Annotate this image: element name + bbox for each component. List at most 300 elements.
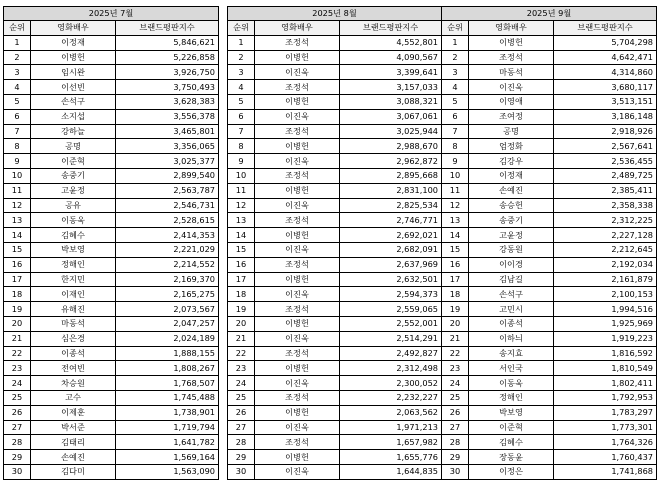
- rank-cell: 1: [4, 35, 31, 50]
- rank-cell: 19: [442, 302, 469, 317]
- table-row: [4, 124, 219, 139]
- index-cell: 2,563,787: [116, 183, 219, 198]
- name-cell: 이병헌: [255, 450, 340, 465]
- index-cell: 1,745,488: [116, 390, 219, 405]
- index-cell: 2,746,771: [340, 213, 442, 228]
- name-cell: 이병헌: [255, 50, 340, 65]
- index-cell: 2,024,189: [116, 331, 219, 346]
- table-row: [228, 80, 442, 95]
- name-header: 영화배우: [255, 21, 340, 36]
- name-cell: 박서준: [31, 420, 116, 435]
- name-cell: 이정재: [469, 168, 554, 183]
- table-row: [442, 50, 657, 65]
- rank-cell: 30: [442, 464, 469, 479]
- index-cell: 3,680,117: [554, 80, 657, 95]
- name-cell: 이병헌: [31, 50, 116, 65]
- table-row: [228, 50, 442, 65]
- name-cell: 심은경: [31, 331, 116, 346]
- table-row: [442, 287, 657, 302]
- index-cell: 2,831,100: [340, 183, 442, 198]
- index-cell: 2,552,001: [340, 316, 442, 331]
- index-cell: 2,528,615: [116, 213, 219, 228]
- rank-cell: 4: [442, 80, 469, 95]
- name-cell: 정해인: [31, 257, 116, 272]
- index-cell: 2,300,052: [340, 376, 442, 391]
- rank-cell: 24: [228, 376, 255, 391]
- rank-cell: 5: [442, 94, 469, 109]
- index-cell: 2,692,021: [340, 228, 442, 243]
- table-row: [228, 464, 442, 479]
- index-cell: 2,682,091: [340, 242, 442, 257]
- rank-cell: 22: [228, 346, 255, 361]
- name-cell: 마동석: [31, 316, 116, 331]
- name-cell: 송중기: [31, 168, 116, 183]
- rank-cell: 7: [442, 124, 469, 139]
- index-cell: 2,192,034: [554, 257, 657, 272]
- index-cell: 5,226,858: [116, 50, 219, 65]
- rank-cell: 27: [442, 420, 469, 435]
- name-cell: 고윤정: [469, 228, 554, 243]
- index-cell: 2,632,501: [340, 272, 442, 287]
- name-cell: 이재인: [31, 287, 116, 302]
- rank-cell: 13: [4, 213, 31, 228]
- index-cell: 3,926,750: [116, 65, 219, 80]
- table-row: [442, 450, 657, 465]
- rank-cell: 8: [4, 139, 31, 154]
- table-row: [228, 198, 442, 213]
- name-header: 영화배우: [469, 21, 554, 36]
- rank-cell: 8: [442, 139, 469, 154]
- name-cell: 정해인: [469, 390, 554, 405]
- name-cell: 이병헌: [255, 183, 340, 198]
- index-cell: 3,186,148: [554, 109, 657, 124]
- name-cell: 이진욱: [255, 376, 340, 391]
- table-row: [4, 109, 219, 124]
- index-cell: 2,047,257: [116, 316, 219, 331]
- index-cell: 2,312,498: [340, 361, 442, 376]
- name-cell: 손예진: [469, 183, 554, 198]
- rank-cell: 17: [4, 272, 31, 287]
- rank-cell: 29: [442, 450, 469, 465]
- rank-cell: 26: [442, 405, 469, 420]
- table-row: [4, 302, 219, 317]
- table-row: [442, 435, 657, 450]
- table-row: [228, 361, 442, 376]
- name-cell: 이진욱: [255, 154, 340, 169]
- name-cell: 이진욱: [255, 65, 340, 80]
- index-cell: 2,063,562: [340, 405, 442, 420]
- rank-cell: 9: [228, 154, 255, 169]
- index-cell: 1,644,835: [340, 464, 442, 479]
- table-row: [228, 124, 442, 139]
- table-row: [4, 257, 219, 272]
- name-cell: 김혜수: [469, 435, 554, 450]
- index-cell: 2,221,029: [116, 242, 219, 257]
- index-cell: 1,741,868: [554, 464, 657, 479]
- rank-cell: 1: [228, 35, 255, 50]
- table-row: [4, 168, 219, 183]
- name-cell: 김혜수: [31, 228, 116, 243]
- table-row: [4, 50, 219, 65]
- name-cell: 이정은: [469, 464, 554, 479]
- table-row: [4, 405, 219, 420]
- table-panel-august: [227, 6, 442, 480]
- name-cell: 조정석: [469, 50, 554, 65]
- name-cell: 조정석: [255, 390, 340, 405]
- index-cell: 2,358,338: [554, 198, 657, 213]
- index-cell: 1,773,301: [554, 420, 657, 435]
- index-cell: 1,792,953: [554, 390, 657, 405]
- index-cell: 3,088,321: [340, 94, 442, 109]
- table-row: [4, 331, 219, 346]
- index-cell: 1,925,969: [554, 316, 657, 331]
- table-row: [4, 346, 219, 361]
- table-row: [228, 35, 442, 50]
- table-row: [4, 287, 219, 302]
- table-row: [442, 168, 657, 183]
- rank-cell: 15: [442, 242, 469, 257]
- table-row: [442, 302, 657, 317]
- table-row: [228, 154, 442, 169]
- table-row: [228, 228, 442, 243]
- name-cell: 이진욱: [255, 287, 340, 302]
- rank-cell: 10: [4, 168, 31, 183]
- table-row: [4, 420, 219, 435]
- rank-cell: 6: [442, 109, 469, 124]
- rank-cell: 18: [228, 287, 255, 302]
- name-cell: 손석구: [469, 287, 554, 302]
- rank-cell: 24: [442, 376, 469, 391]
- table-row: [4, 450, 219, 465]
- rank-cell: 18: [4, 287, 31, 302]
- name-cell: 이병헌: [255, 139, 340, 154]
- table-row: [442, 257, 657, 272]
- index-cell: 3,067,061: [340, 109, 442, 124]
- rank-cell: 20: [442, 316, 469, 331]
- rank-cell: 11: [228, 183, 255, 198]
- rank-cell: 4: [4, 80, 31, 95]
- rank-cell: 27: [228, 420, 255, 435]
- index-cell: 3,025,944: [340, 124, 442, 139]
- table-row: [442, 390, 657, 405]
- table-row: [228, 94, 442, 109]
- index-cell: 1,764,326: [554, 435, 657, 450]
- table-row: [442, 183, 657, 198]
- name-cell: 서인국: [469, 361, 554, 376]
- index-cell: 2,232,227: [340, 390, 442, 405]
- index-cell: 3,025,377: [116, 154, 219, 169]
- index-cell: 1,738,901: [116, 405, 219, 420]
- table-row: [442, 346, 657, 361]
- rank-cell: 12: [228, 198, 255, 213]
- rank-cell: 2: [442, 50, 469, 65]
- index-cell: 1,888,155: [116, 346, 219, 361]
- table-row: [4, 80, 219, 95]
- index-cell: 5,846,621: [116, 35, 219, 50]
- name-cell: 송중기: [469, 213, 554, 228]
- name-cell: 공명: [31, 139, 116, 154]
- table-row: [442, 80, 657, 95]
- table-row: [442, 35, 657, 50]
- index-cell: 1,808,267: [116, 361, 219, 376]
- table-row: [4, 272, 219, 287]
- rank-cell: 23: [4, 361, 31, 376]
- rank-cell: 21: [4, 331, 31, 346]
- index-cell: 2,312,225: [554, 213, 657, 228]
- name-cell: 이선빈: [31, 80, 116, 95]
- rank-cell: 26: [4, 405, 31, 420]
- rank-cell: 22: [4, 346, 31, 361]
- table-row: [228, 139, 442, 154]
- rank-cell: 13: [442, 213, 469, 228]
- table-row: [4, 183, 219, 198]
- index-cell: 2,100,153: [554, 287, 657, 302]
- table-row: [228, 272, 442, 287]
- index-cell: 5,704,298: [554, 35, 657, 50]
- index-cell: 1,783,297: [554, 405, 657, 420]
- index-cell: 3,157,033: [340, 80, 442, 95]
- table-row: [442, 198, 657, 213]
- index-cell: 2,073,567: [116, 302, 219, 317]
- month-title: 2025년 7월: [4, 7, 219, 21]
- index-cell: 2,514,291: [340, 331, 442, 346]
- table-row: [4, 361, 219, 376]
- index-cell: 4,314,860: [554, 65, 657, 80]
- index-cell: 2,637,969: [340, 257, 442, 272]
- index-cell: 1,569,164: [116, 450, 219, 465]
- name-cell: 전여빈: [31, 361, 116, 376]
- index-cell: 1,563,090: [116, 464, 219, 479]
- name-cell: 이종석: [469, 316, 554, 331]
- name-cell: 이진욱: [255, 331, 340, 346]
- index-cell: 1,768,507: [116, 376, 219, 391]
- table-row: [228, 420, 442, 435]
- rank-cell: 15: [4, 242, 31, 257]
- table-row: [4, 213, 219, 228]
- table-row: [4, 65, 219, 80]
- name-cell: 손석구: [31, 94, 116, 109]
- month-title: 2025년 9월: [442, 7, 657, 21]
- rank-cell: 30: [228, 464, 255, 479]
- table-row: [442, 65, 657, 80]
- index-cell: 2,227,128: [554, 228, 657, 243]
- table-row: [228, 302, 442, 317]
- index-cell: 1,760,437: [554, 450, 657, 465]
- name-cell: 김태리: [31, 435, 116, 450]
- rank-cell: 12: [4, 198, 31, 213]
- rank-cell: 14: [442, 228, 469, 243]
- rank-cell: 23: [228, 361, 255, 376]
- name-cell: 이진욱: [255, 242, 340, 257]
- index-cell: 1,971,213: [340, 420, 442, 435]
- rank-cell: 5: [228, 94, 255, 109]
- table-row: [228, 213, 442, 228]
- name-cell: 한지민: [31, 272, 116, 287]
- ranking-table: [227, 6, 442, 480]
- index-cell: 1,641,782: [116, 435, 219, 450]
- name-cell: 조정석: [255, 257, 340, 272]
- name-cell: 고민시: [469, 302, 554, 317]
- rank-cell: 2: [228, 50, 255, 65]
- name-cell: 임시완: [31, 65, 116, 80]
- name-cell: 이진욱: [255, 109, 340, 124]
- index-cell: 1,657,982: [340, 435, 442, 450]
- name-cell: 박보영: [31, 242, 116, 257]
- name-cell: 이진욱: [255, 420, 340, 435]
- index-cell: 2,962,872: [340, 154, 442, 169]
- rank-cell: 7: [4, 124, 31, 139]
- rank-cell: 23: [442, 361, 469, 376]
- table-row: [4, 94, 219, 109]
- rank-cell: 5: [4, 94, 31, 109]
- table-row: [228, 257, 442, 272]
- table-row: [4, 35, 219, 50]
- table-row: [4, 376, 219, 391]
- index-cell: 2,918,926: [554, 124, 657, 139]
- table-row: [228, 376, 442, 391]
- rank-cell: 11: [442, 183, 469, 198]
- name-cell: 이병헌: [469, 35, 554, 50]
- name-cell: 이병헌: [255, 361, 340, 376]
- rank-cell: 1: [442, 35, 469, 50]
- name-cell: 이준혁: [31, 154, 116, 169]
- name-cell: 조정석: [255, 80, 340, 95]
- index-cell: 2,414,353: [116, 228, 219, 243]
- rank-cell: 16: [4, 257, 31, 272]
- table-row: [228, 450, 442, 465]
- name-cell: 이병헌: [255, 228, 340, 243]
- name-cell: 강하늘: [31, 124, 116, 139]
- name-cell: 조정석: [255, 213, 340, 228]
- name-cell: 이진욱: [255, 198, 340, 213]
- name-cell: 이종석: [31, 346, 116, 361]
- index-cell: 1,802,411: [554, 376, 657, 391]
- rank-cell: 9: [4, 154, 31, 169]
- index-cell: 2,492,827: [340, 346, 442, 361]
- rank-cell: 10: [228, 168, 255, 183]
- name-cell: 손예진: [31, 450, 116, 465]
- table-row: [228, 242, 442, 257]
- index-cell: 2,559,065: [340, 302, 442, 317]
- index-cell: 3,465,801: [116, 124, 219, 139]
- name-cell: 공유: [31, 198, 116, 213]
- index-cell: 3,750,493: [116, 80, 219, 95]
- name-cell: 이병헌: [255, 94, 340, 109]
- rank-cell: 24: [4, 376, 31, 391]
- name-cell: 조정석: [255, 35, 340, 50]
- table-row: [442, 405, 657, 420]
- rank-cell: 3: [228, 65, 255, 80]
- index-cell: 4,552,801: [340, 35, 442, 50]
- rank-cell: 27: [4, 420, 31, 435]
- name-cell: 이병헌: [255, 316, 340, 331]
- table-row: [228, 331, 442, 346]
- name-cell: 이하늬: [469, 331, 554, 346]
- table-row: [228, 168, 442, 183]
- rank-cell: 25: [442, 390, 469, 405]
- name-cell: 이영애: [469, 94, 554, 109]
- rank-cell: 20: [4, 316, 31, 331]
- rank-cell: 18: [442, 287, 469, 302]
- table-row: [442, 361, 657, 376]
- rank-cell: 6: [4, 109, 31, 124]
- rank-cell: 3: [4, 65, 31, 80]
- index-cell: 2,546,731: [116, 198, 219, 213]
- index-header: 브랜드평판지수: [116, 21, 219, 36]
- table-row: [442, 331, 657, 346]
- rank-cell: 30: [4, 464, 31, 479]
- index-cell: 2,567,641: [554, 139, 657, 154]
- ranking-table: [441, 6, 657, 480]
- rank-cell: 3: [442, 65, 469, 80]
- rank-cell: 16: [228, 257, 255, 272]
- name-cell: 이진욱: [469, 80, 554, 95]
- table-row: [4, 139, 219, 154]
- index-cell: 1,719,794: [116, 420, 219, 435]
- rank-header: 순위: [4, 21, 31, 36]
- rank-cell: 29: [228, 450, 255, 465]
- table-row: [4, 464, 219, 479]
- rank-cell: 12: [442, 198, 469, 213]
- table-row: [4, 390, 219, 405]
- rank-cell: 19: [4, 302, 31, 317]
- table-panel-july: [3, 6, 219, 480]
- table-row: [228, 346, 442, 361]
- index-cell: 2,214,552: [116, 257, 219, 272]
- index-cell: 3,399,641: [340, 65, 442, 80]
- table-row: [442, 154, 657, 169]
- table-row: [228, 183, 442, 198]
- name-cell: 송지효: [469, 346, 554, 361]
- name-cell: 이제훈: [31, 405, 116, 420]
- name-cell: 조정석: [255, 302, 340, 317]
- rank-cell: 6: [228, 109, 255, 124]
- name-cell: 고윤정: [31, 183, 116, 198]
- table-row: [442, 139, 657, 154]
- table-row: [4, 316, 219, 331]
- table-row: [228, 65, 442, 80]
- name-cell: 고수: [31, 390, 116, 405]
- index-cell: 3,513,151: [554, 94, 657, 109]
- table-row: [442, 124, 657, 139]
- index-cell: 3,556,378: [116, 109, 219, 124]
- table-row: [442, 272, 657, 287]
- rank-cell: 20: [228, 316, 255, 331]
- name-cell: 이준혁: [469, 420, 554, 435]
- name-cell: 조정석: [255, 168, 340, 183]
- name-cell: 조정석: [255, 124, 340, 139]
- rank-cell: 13: [228, 213, 255, 228]
- index-cell: 1,816,592: [554, 346, 657, 361]
- rank-header: 순위: [228, 21, 255, 36]
- name-cell: 조정석: [255, 435, 340, 450]
- rank-cell: 28: [228, 435, 255, 450]
- index-cell: 2,899,540: [116, 168, 219, 183]
- table-row: [4, 435, 219, 450]
- rank-cell: 11: [4, 183, 31, 198]
- rank-cell: 2: [4, 50, 31, 65]
- index-header: 브랜드평판지수: [340, 21, 442, 36]
- index-cell: 1,919,223: [554, 331, 657, 346]
- rank-cell: 21: [442, 331, 469, 346]
- table-row: [228, 405, 442, 420]
- table-row: [442, 376, 657, 391]
- index-cell: 1,994,516: [554, 302, 657, 317]
- index-cell: 2,988,670: [340, 139, 442, 154]
- index-cell: 1,655,776: [340, 450, 442, 465]
- rank-cell: 28: [442, 435, 469, 450]
- table-row: [442, 242, 657, 257]
